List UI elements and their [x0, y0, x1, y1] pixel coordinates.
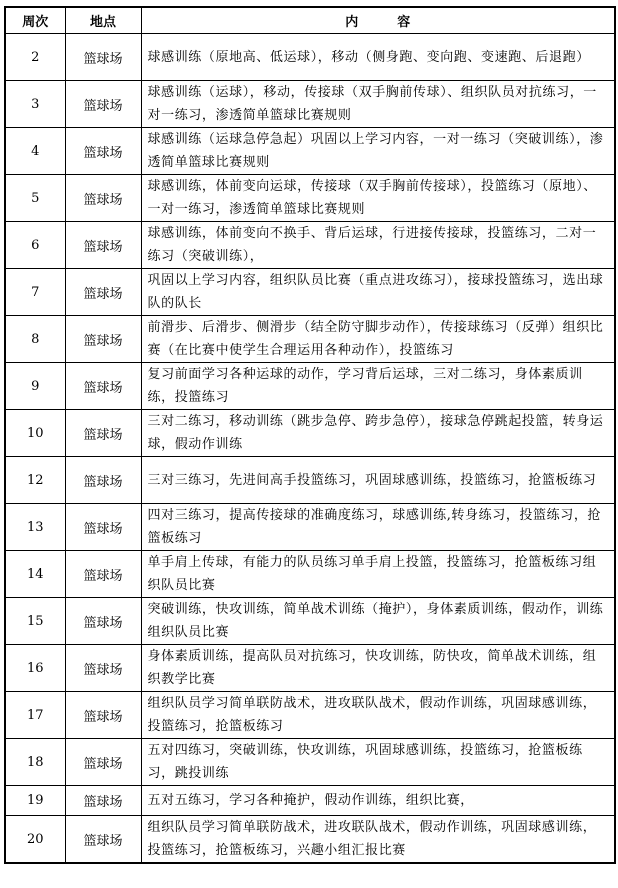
- content-cell: 组织队员学习简单联防战术，进攻联队战术，假动作训练，巩固球感训练，投篮练习，抢篮板练习: [141, 692, 615, 739]
- week-cell: 20: [5, 816, 65, 864]
- location-cell: 篮球场: [65, 81, 141, 128]
- table-row: [5, 222, 615, 269]
- location-cell: 篮球场: [65, 786, 141, 816]
- content-cell: 球感训练（原地高、低运球），移动（侧身跑、变向跑、变速跑、后退跑）: [141, 34, 615, 81]
- content-cell: 巩固以上学习内容，组织队员比赛（重点进攻练习），接球投篮练习，选出球队的队长: [141, 269, 615, 316]
- week-cell: 15: [5, 598, 65, 645]
- location-cell: 篮球场: [65, 269, 141, 316]
- week-cell: 5: [5, 175, 65, 222]
- location-cell: 篮球场: [65, 598, 141, 645]
- table-row: [5, 128, 615, 175]
- content-cell: 五对五练习，学习各种掩护，假动作训练，组织比赛，: [141, 786, 615, 816]
- location-cell: 篮球场: [65, 692, 141, 739]
- content-cell: 球感训练，体前变向运球，传接球（双手胸前传接球），投篮练习（原地）、一对一练习，渗透简单篮球比赛规则: [141, 175, 615, 222]
- week-cell: 13: [5, 504, 65, 551]
- week-cell: 8: [5, 316, 65, 363]
- location-cell: 篮球场: [65, 645, 141, 692]
- table-row: [5, 739, 615, 786]
- location-cell: 篮球场: [65, 551, 141, 598]
- week-cell: 4: [5, 128, 65, 175]
- week-cell: 18: [5, 739, 65, 786]
- table-header-row: [5, 7, 615, 34]
- table-body: [5, 34, 615, 864]
- content-cell: 三对三练习，先进间高手投篮练习，巩固球感训练，投篮练习，抢篮板练习: [141, 457, 615, 504]
- content-cell: 前滑步、后滑步、侧滑步（结全防守脚步动作），传接球练习（反弹）组织比赛（在比赛中使学生合理运用各种动作），投篮练习: [141, 316, 615, 363]
- location-cell: 篮球场: [65, 222, 141, 269]
- location-cell: 篮球场: [65, 34, 141, 81]
- content-cell: 身体素质训练，提高队员对抗练习，快攻训练，防快攻，简单战术训练，组织教学比赛: [141, 645, 615, 692]
- content-cell: 组织队员学习简单联防战术，进攻联队战术，假动作训练，巩固球感训练，投篮练习，抢篮板练习，兴趣小组汇报比赛: [141, 816, 615, 864]
- content-cell: 球感训练（运球急停急起）巩固以上学习内容，一对一练习（突破训练），渗透简单篮球比赛规则: [141, 128, 615, 175]
- content-cell: 球感训练，体前变向不换手、背后运球，行进接传接球，投篮练习，二对一练习（突破训练），: [141, 222, 615, 269]
- week-cell: 17: [5, 692, 65, 739]
- training-schedule-table: [4, 6, 616, 864]
- content-cell: 突破训练，快攻训练，简单战术训练（掩护），身体素质训练，假动作，训练组织队员比赛: [141, 598, 615, 645]
- content-cell: 五对四练习，突破训练，快攻训练，巩固球感训练，投篮练习，抢篮板练习，跳投训练: [141, 739, 615, 786]
- week-cell: 10: [5, 410, 65, 457]
- location-cell: 篮球场: [65, 410, 141, 457]
- header-location: 地点: [65, 7, 141, 34]
- table-row: [5, 551, 615, 598]
- week-cell: 3: [5, 81, 65, 128]
- table-row: [5, 363, 615, 410]
- table-row: [5, 316, 615, 363]
- content-cell: 球感训练（运球），移动，传接球（双手胸前传球）、组织队员对抗练习，一对一练习，渗透简单篮球比赛规则: [141, 81, 615, 128]
- table-row: [5, 816, 615, 864]
- content-cell: 单手肩上传球，有能力的队员练习单手肩上投篮，投篮练习，抢篮板练习组织队员比赛: [141, 551, 615, 598]
- location-cell: 篮球场: [65, 457, 141, 504]
- table-row: [5, 410, 615, 457]
- location-cell: 篮球场: [65, 816, 141, 864]
- header-week: 周次: [5, 7, 65, 34]
- table-row: [5, 645, 615, 692]
- schedule-sheet: [4, 6, 614, 864]
- week-cell: 16: [5, 645, 65, 692]
- table-row: [5, 504, 615, 551]
- header-content: 内 容: [141, 7, 615, 34]
- table-row: [5, 175, 615, 222]
- table-row: [5, 269, 615, 316]
- location-cell: 篮球场: [65, 316, 141, 363]
- week-cell: 19: [5, 786, 65, 816]
- location-cell: 篮球场: [65, 175, 141, 222]
- week-cell: 9: [5, 363, 65, 410]
- week-cell: 7: [5, 269, 65, 316]
- table-row: [5, 457, 615, 504]
- week-cell: 12: [5, 457, 65, 504]
- table-row: [5, 81, 615, 128]
- content-cell: 三对二练习，移动训练（跳步急停、跨步急停），接球急停跳起投篮，转身运球，假动作训练: [141, 410, 615, 457]
- location-cell: 篮球场: [65, 739, 141, 786]
- table-row: [5, 692, 615, 739]
- location-cell: 篮球场: [65, 504, 141, 551]
- location-cell: 篮球场: [65, 128, 141, 175]
- location-cell: 篮球场: [65, 363, 141, 410]
- week-cell: 14: [5, 551, 65, 598]
- content-cell: 复习前面学习各种运球的动作，学习背后运球，三对二练习，身体素质训练，投篮练习: [141, 363, 615, 410]
- table-row: [5, 598, 615, 645]
- table-row: [5, 34, 615, 81]
- week-cell: 2: [5, 34, 65, 81]
- content-cell: 四对三练习，提高传接球的准确度练习，球感训练,转身练习，投篮练习，抢篮板练习: [141, 504, 615, 551]
- table-row: [5, 786, 615, 816]
- week-cell: 6: [5, 222, 65, 269]
